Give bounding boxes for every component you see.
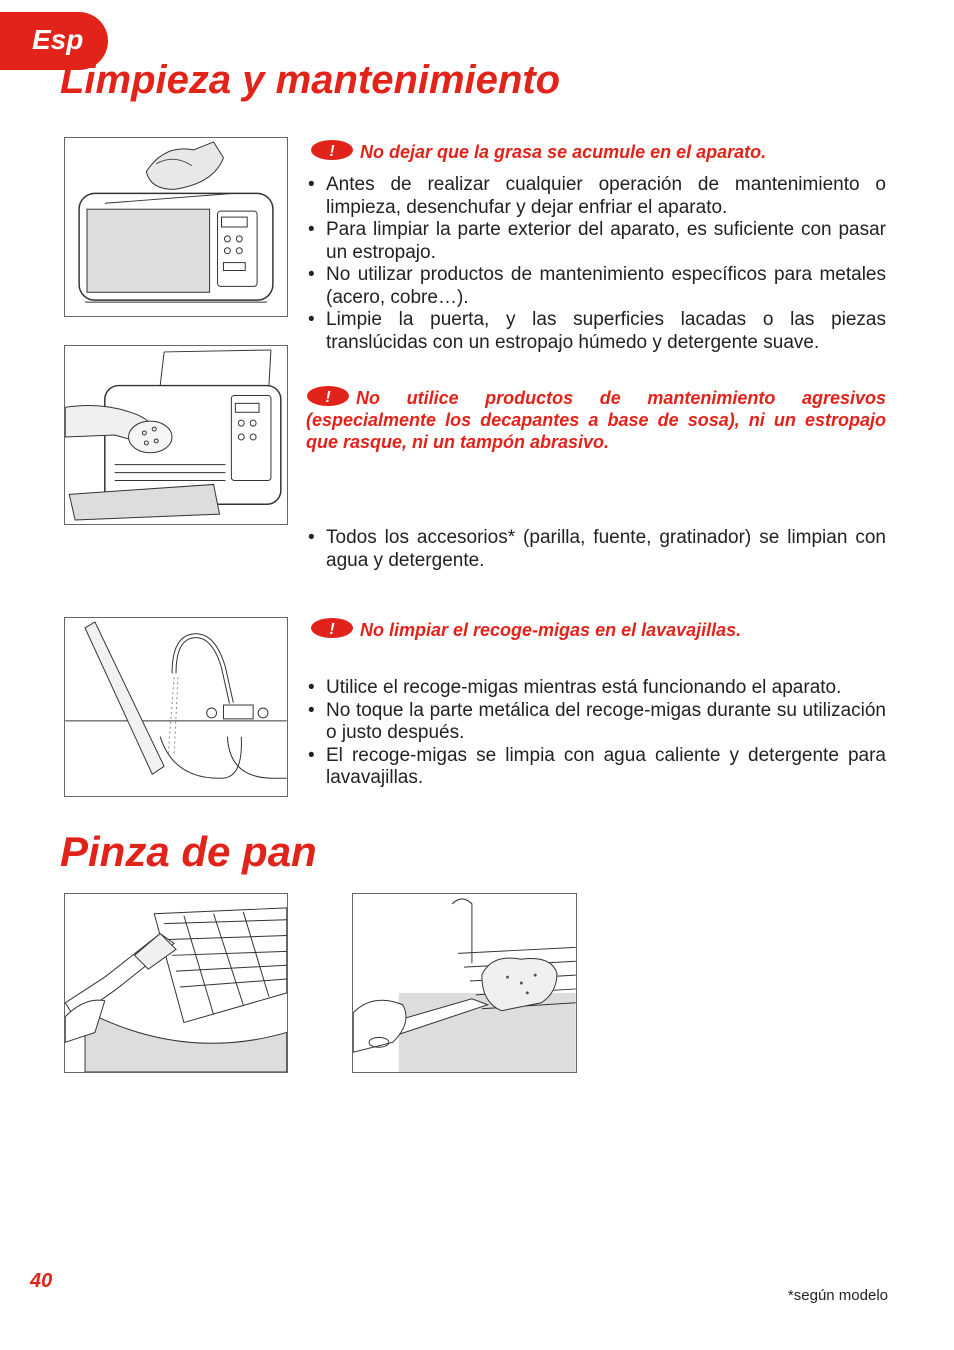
- list-item: • El recoge-migas se limpia con agua caliente y detergente para lavavajillas.: [306, 745, 886, 790]
- illustration-tongs-bread: [352, 893, 577, 1073]
- list-item: • Limpie la puerta, y las superficies lacadas o las piezas translúcidas con un estropajo húmedo y detergente suave.: [306, 309, 886, 354]
- section-title-cleaning: Limpieza y mantenimiento: [60, 58, 561, 102]
- illustration-wipe-oven: [64, 137, 288, 317]
- warning-icon: [310, 617, 354, 639]
- list-item: • No utilizar productos de mantenimiento específicos para metales (acero, cobre…).: [306, 264, 886, 309]
- warning-abrasive: [306, 385, 886, 453]
- svg-text:!: !: [325, 389, 331, 406]
- crumb-tray-list: [306, 677, 886, 790]
- list-item: • Antes de realizar cualquier operación de mantenimiento o limpieza, desenchufar y dejar enfriar el aparato.: [306, 174, 886, 219]
- illustration-crumb-tray-washing: [64, 617, 288, 797]
- warning-dishwasher-text: No limpiar el recoge-migas en el lavavajillas.: [360, 620, 742, 640]
- warning-abrasive-text: No utilice productos de mantenimiento agresivos (especialmente los decapantes a base de sosa), ni un estropajo que rasque, ni un tampón abrasivo.: [306, 388, 886, 452]
- warning-icon: [310, 139, 354, 161]
- page-number: 40: [30, 1270, 53, 1292]
- warning-dishwasher: [310, 617, 886, 641]
- warning-grease-text: No dejar que la grasa se acumule en el aparato.: [360, 142, 767, 162]
- svg-text:!: !: [329, 143, 335, 160]
- cleaning-list: [306, 174, 886, 354]
- illustration-tongs-rack: [64, 893, 288, 1073]
- footnote: *según modelo: [787, 1287, 888, 1304]
- language-label: Esp: [32, 24, 84, 55]
- warning-grease: [310, 139, 886, 163]
- list-item: • Todos los accesorios* (parilla, fuente, gratinador) se limpian con agua y detergente.: [306, 527, 886, 572]
- list-item: • Para limpiar la parte exterior del aparato, es suficiente con pasar un estropajo.: [306, 219, 886, 264]
- illustration-clean-interior: [64, 345, 288, 525]
- svg-text:!: !: [329, 621, 335, 638]
- accessories-list: [306, 527, 886, 572]
- section-title-bread-tongs: Pinza de pan: [60, 828, 317, 875]
- warning-icon: [306, 385, 350, 407]
- list-item: • No toque la parte metálica del recoge-migas durante su utilización o justo después.: [306, 700, 886, 745]
- list-item: • Utilice el recoge-migas mientras está funcionando el aparato.: [306, 677, 886, 700]
